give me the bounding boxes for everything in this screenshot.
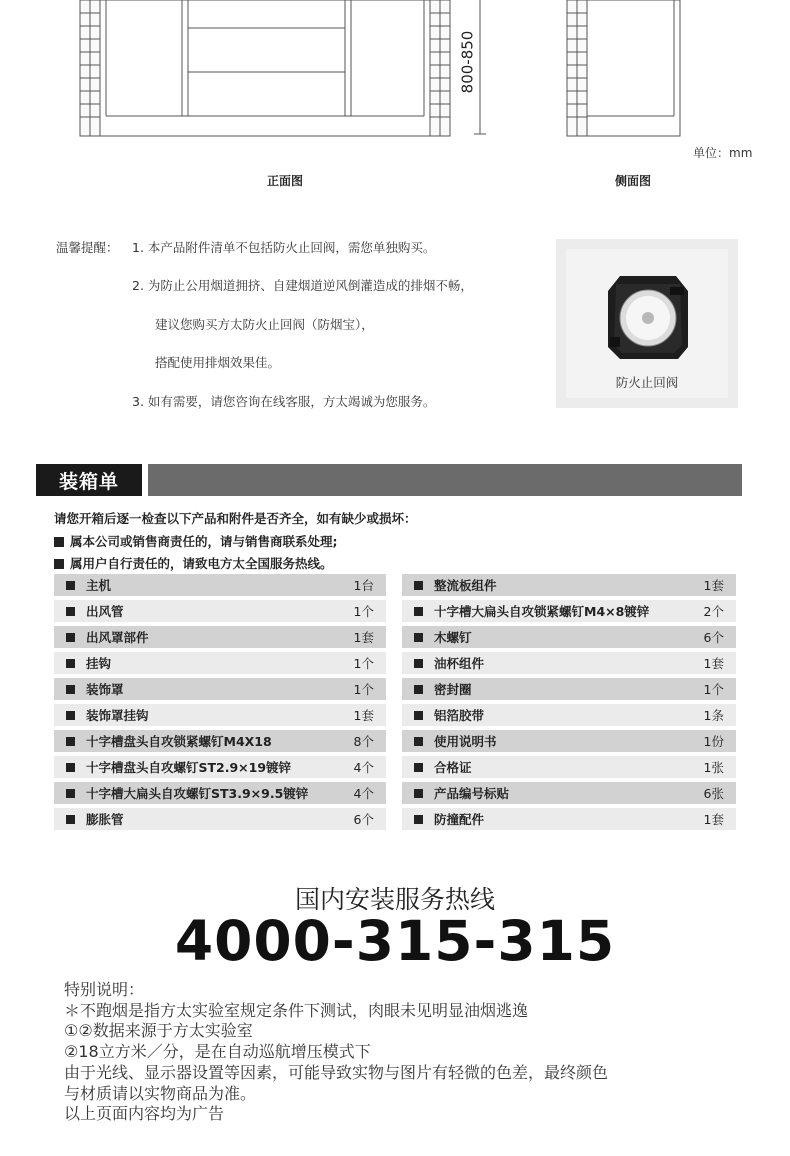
bullet-square-icon: [66, 737, 75, 746]
front-cabinet: [100, 0, 430, 136]
list-item: 合格证 1张: [402, 756, 736, 778]
bullet-square-icon: [414, 633, 423, 642]
note-line: 以上页面内容均为广告: [64, 1104, 225, 1124]
list-item: 十字槽大扁头自攻锁紧螺钉M4×8镀锌 2个: [402, 600, 736, 622]
bullet-square-icon: [414, 737, 423, 746]
bullet-square-icon: [414, 711, 423, 720]
packing-notice-3: 属用户自行责任的，请致电方太全国服务热线。: [54, 554, 333, 572]
technical-drawing: [0, 0, 790, 200]
list-item: 油杯组件 1套: [402, 652, 736, 674]
reminder-line-3: 建议您购买方太防火止回阀（防烟宝），: [155, 317, 374, 332]
note-line: 由于光线、显示器设置等因素，可能导致实物与图片有轻微的色差，最终颜色: [64, 1062, 609, 1082]
reminder-line-1: 1. 本产品附件清单不包括防火止回阀，需您单独购买。: [132, 240, 436, 255]
fire-valve-caption: 防火止回阀: [615, 375, 679, 390]
bullet-square-icon: [66, 607, 75, 616]
note-line: 特别说明：: [64, 980, 145, 999]
list-item: 主机 1台: [54, 574, 386, 596]
packing-list-title: 装箱单: [36, 464, 142, 496]
bullet-square-icon: [414, 789, 423, 798]
bullet-square-icon: [66, 685, 75, 694]
reminder-line-5: 3. 如有需要，请您咨询在线客服，方太竭诚为您服务。: [132, 394, 436, 409]
fire-valve-image: [566, 249, 728, 369]
list-item: 出风罩部件 1套: [54, 626, 386, 648]
list-item: 整流板组件 1套: [402, 574, 736, 596]
front-left-wall: [80, 0, 100, 136]
list-item: 密封圈 1个: [402, 678, 736, 700]
special-notes: [64, 980, 608, 1125]
packing-notice-2: 属本公司或销售商责任的，请与销售商联系处理;: [54, 532, 338, 550]
side-view: [567, 0, 680, 136]
unit-label: 单位：mm: [693, 146, 753, 160]
front-right-wall: [430, 0, 450, 136]
fire-valve-panel: [556, 239, 738, 408]
bullet-square-icon: [66, 633, 75, 642]
list-item: 产品编号标贴 6张: [402, 782, 736, 804]
bullet-square-icon: [414, 685, 423, 694]
packing-notice-1: 请您开箱后逐一检查以下产品和附件是否齐全，如有缺少或损坏：: [54, 511, 417, 526]
height-dimension-label: 800-850: [458, 30, 476, 94]
list-item: 十字槽盘头自攻锁紧螺钉M4X18 8个: [54, 730, 386, 752]
hotline-number: 4000-315-315: [174, 909, 616, 973]
hotline-title: 国内安装服务热线: [294, 885, 495, 914]
list-item: 铝箔胶带 1条: [402, 704, 736, 726]
bullet-square-icon: [54, 537, 64, 547]
bullet-square-icon: [66, 711, 75, 720]
bullet-square-icon: [66, 815, 75, 824]
bullet-square-icon: [66, 581, 75, 590]
bullet-square-icon: [66, 789, 75, 798]
reminder-line-4: 搭配使用排烟效果佳。: [155, 355, 281, 370]
bullet-square-icon: [66, 763, 75, 772]
bullet-square-icon: [414, 581, 423, 590]
list-item: 十字槽盘头自攻螺钉ST2.9×19镀锌 4个: [54, 756, 386, 778]
list-item: 装饰罩 1个: [54, 678, 386, 700]
packing-list-right: [402, 574, 736, 834]
bullet-square-icon: [414, 607, 423, 616]
note-line: ①②数据来源于方太实验室: [64, 1021, 253, 1041]
packing-list-left: [54, 574, 386, 834]
list-item: 使用说明书 1份: [402, 730, 736, 752]
front-view-label: 正面图: [267, 174, 304, 188]
note-line: ②18立方米／分，是在自动巡航增压模式下: [64, 1042, 371, 1062]
packing-header-bar: [148, 464, 742, 496]
note-line: 与材质请以实物商品为准。: [64, 1083, 257, 1103]
note-line: ＊不跑烟是指方太实验室规定条件下测试，肉眼未见明显油烟逃逸: [64, 1000, 529, 1020]
list-item: 木螺钉 6个: [402, 626, 736, 648]
bullet-square-icon: [414, 659, 423, 668]
bullet-square-icon: [54, 559, 64, 569]
bullet-square-icon: [414, 815, 423, 824]
list-item: 出风管 1个: [54, 600, 386, 622]
list-item: 挂钩 1个: [54, 652, 386, 674]
list-item: 十字槽大扁头自攻螺钉ST3.9×9.5镀锌 4个: [54, 782, 386, 804]
list-item: 装饰罩挂钩 1套: [54, 704, 386, 726]
reminder-line-2: 2. 为防止公用烟道拥挤、自建烟道逆风倒灌造成的排烟不畅，: [132, 278, 473, 293]
bullet-square-icon: [414, 763, 423, 772]
reminder-prefix: 温馨提醒：: [56, 240, 119, 255]
bullet-square-icon: [66, 659, 75, 668]
side-view-label: 侧面图: [615, 174, 652, 188]
list-item: 防撞配件 1套: [402, 808, 736, 830]
list-item: 膨胀管 6个: [54, 808, 386, 830]
